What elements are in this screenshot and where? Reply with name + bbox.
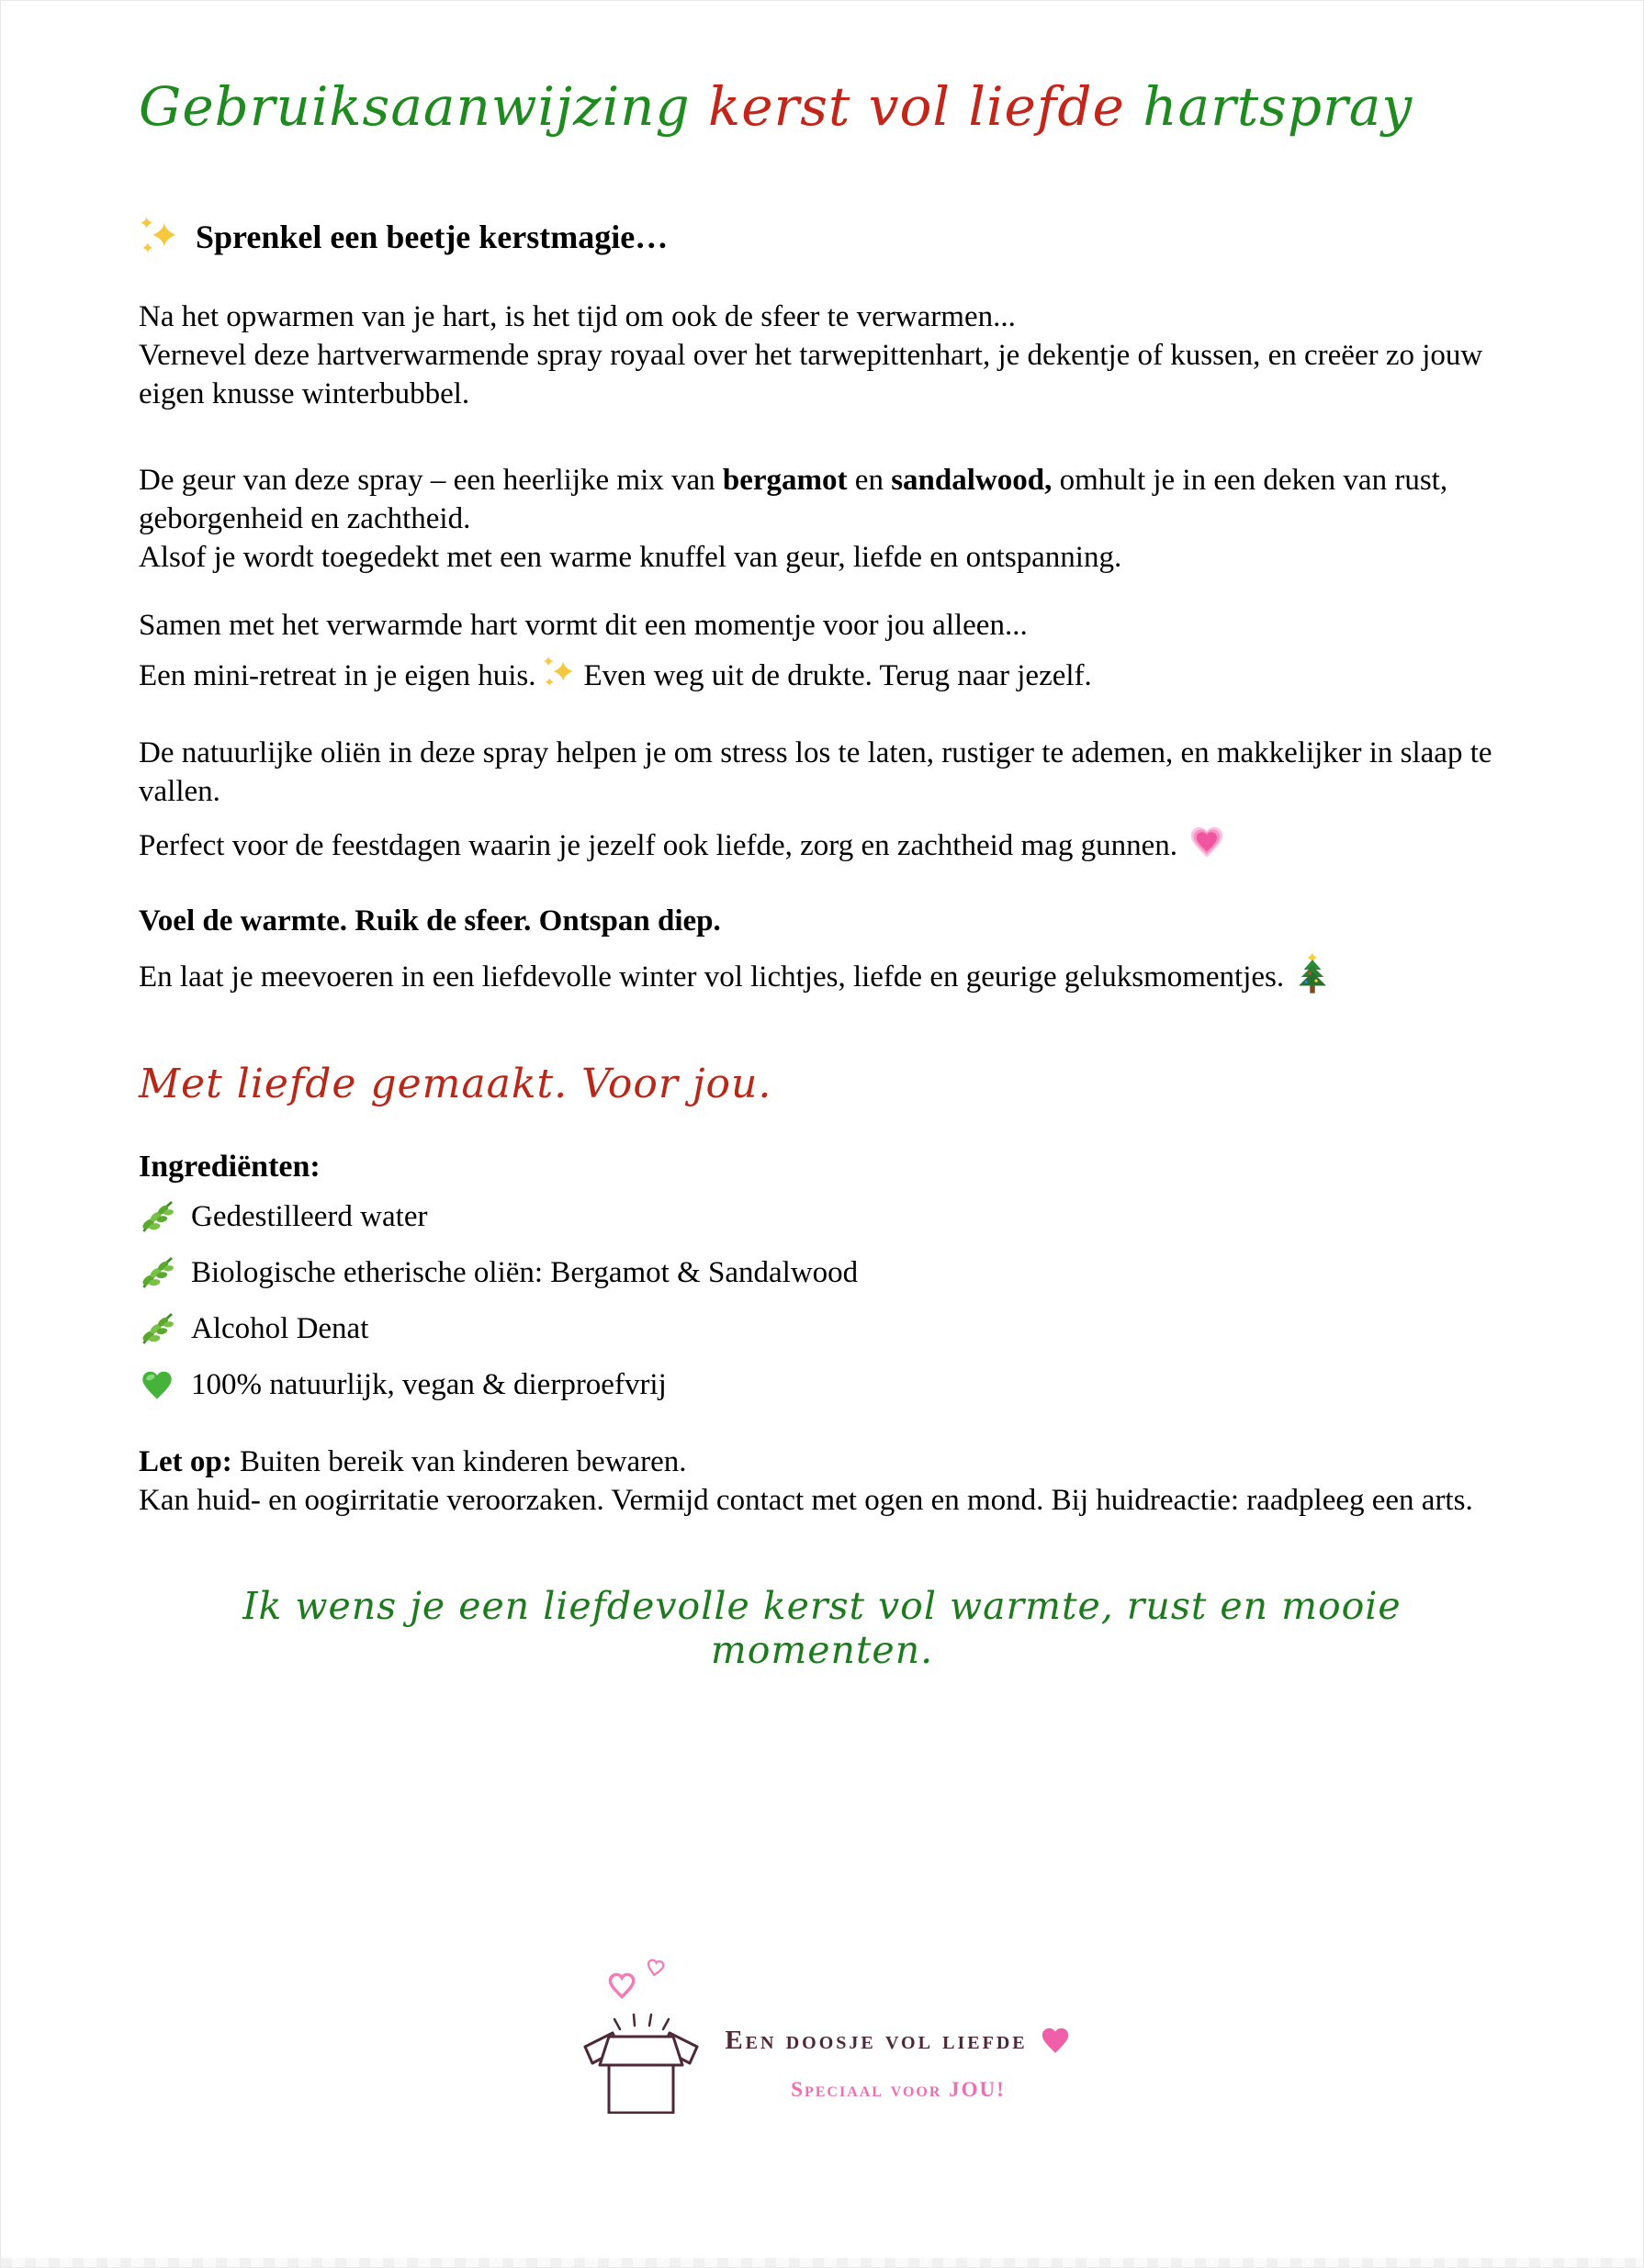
ingredient-label: 100% natuurlijk, vegan & dierproefvrij — [191, 1367, 667, 1401]
gift-box-icon — [572, 1944, 710, 2114]
herb-icon — [139, 1310, 175, 1347]
sparkles-icon — [542, 655, 579, 691]
scent-text-pre: De geur van deze spray – een heerlijke mix van — [139, 463, 723, 497]
paragraph-moment-line2 — [139, 655, 1505, 695]
green-heart-icon — [139, 1366, 175, 1403]
mini-retreat-text: Een mini-retreat in je eigen huis. — [139, 658, 536, 692]
closing-wish-text: Ik wens je een liefdevolle kerst vol warmte, rust en mooie momenten. — [242, 1583, 1402, 1672]
back-to-yourself-text: Even weg uit de drukte. Terug naar jezelf. — [583, 658, 1092, 692]
paragraph-moment-line1 — [139, 606, 1505, 645]
paragraph-oils — [139, 734, 1505, 811]
brand-name-text: Een doosje vol liefde — [725, 2026, 1028, 2056]
page-title — [139, 76, 1505, 138]
herb-icon — [139, 1198, 175, 1235]
christmas-tree-icon — [1293, 952, 1332, 994]
page-bottom-edge — [1, 2258, 1643, 2267]
scent-text-mid: en — [847, 463, 892, 497]
paragraph-warning — [139, 1443, 1505, 1520]
title-part-red: kerst vol liefde — [708, 75, 1143, 138]
intro-heading-text: Sprenkel een beetje kerstmagie… — [196, 218, 669, 255]
scent-text-post: omhult je in een deken van rust, geborgenheid en zachtheid. — [139, 463, 1448, 535]
ingredient-label: Alcohol Denat — [191, 1311, 369, 1345]
growing-heart-icon — [1187, 823, 1227, 863]
ingredients-list — [139, 1197, 1505, 1404]
brand-tagline-text: Speciaal voor JOU! — [791, 2077, 1006, 2101]
scent-line2: Alsof je wordt toegedekt met een warme knuffel van geur, liefde en ontspanning. — [139, 540, 1122, 574]
ingredient-item — [139, 1197, 1505, 1236]
perfect-text: Perfect voor de feestdagen waarin je jezelf ook liefde, zorg en zachtheid mag gunnen. — [139, 828, 1177, 862]
paragraph-perfect — [139, 823, 1505, 865]
paragraph-feel-line — [139, 952, 1505, 996]
feel-bold-text: Voel de warmte. Ruik de sfeer. Ontspan diep. — [139, 904, 721, 938]
ingredient-label: Gedestilleerd water — [191, 1199, 428, 1233]
feel-line-text: En laat je meevoeren in een liefdevolle winter vol lichtjes, liefde en geurige geluksmomentjes. — [139, 960, 1285, 994]
brand-name-row — [725, 2025, 1071, 2058]
ingredient-item — [139, 1253, 1505, 1292]
title-part-green2: hartspray — [1143, 75, 1413, 138]
herb-icon — [139, 1254, 175, 1291]
paragraph-feel-bold — [139, 902, 1505, 940]
paragraph-warmup-line1: Na het opwarmen van je hart, is het tijd om ook de sfeer te verwarmen... — [139, 299, 1016, 333]
scent-bold-bergamot: bergamot — [722, 463, 848, 497]
heart-icon — [1039, 2025, 1072, 2058]
intro-heading — [139, 215, 1505, 259]
brand-logo — [139, 1944, 1505, 2114]
title-part-green1: Gebruiksaanwijzing — [139, 75, 709, 138]
oils-text: De natuurlijke oliën in deze spray helpen je om stress los te laten, rustiger te ademen, en makkelijker in slaap te vallen. — [139, 735, 1492, 808]
warning-line2: Kan huid- en oogirritatie veroorzaken. Vermijd contact met ogen en mond. Bij huidreactie: raadpleeg een arts. — [139, 1483, 1473, 1517]
warning-line1: Buiten bereik van kinderen bewaren. — [231, 1444, 687, 1478]
warning-bold: Let op: — [139, 1444, 232, 1478]
brand-logo-text — [725, 2025, 1071, 2102]
ingredient-item — [139, 1309, 1505, 1348]
ingredient-item — [139, 1365, 1505, 1404]
ingredient-label: Biologische etherische oliën: Bergamot & Sandalwood — [191, 1255, 859, 1289]
document-content — [1, 76, 1643, 2114]
sparkles-icon — [139, 215, 183, 259]
made-with-love-text: Met liefde gemaakt. Voor jou. — [139, 1060, 772, 1107]
ingredients-heading: Ingrediënten: — [139, 1149, 321, 1184]
moment-line1-text: Samen met het verwarmde hart vormt dit een momentje voor jou alleen... — [139, 608, 1028, 642]
paragraph-scent — [139, 461, 1505, 577]
paragraph-warmup-line2: Vernevel deze hartverwarmende spray royaal over het tarwepittenhart, je dekentje of kussen, en creëer zo jouw eigen knusse winterbubbel. — [139, 338, 1483, 410]
paragraph-warmup — [139, 298, 1505, 413]
scent-bold-sandalwood: sandalwood, — [891, 463, 1053, 497]
